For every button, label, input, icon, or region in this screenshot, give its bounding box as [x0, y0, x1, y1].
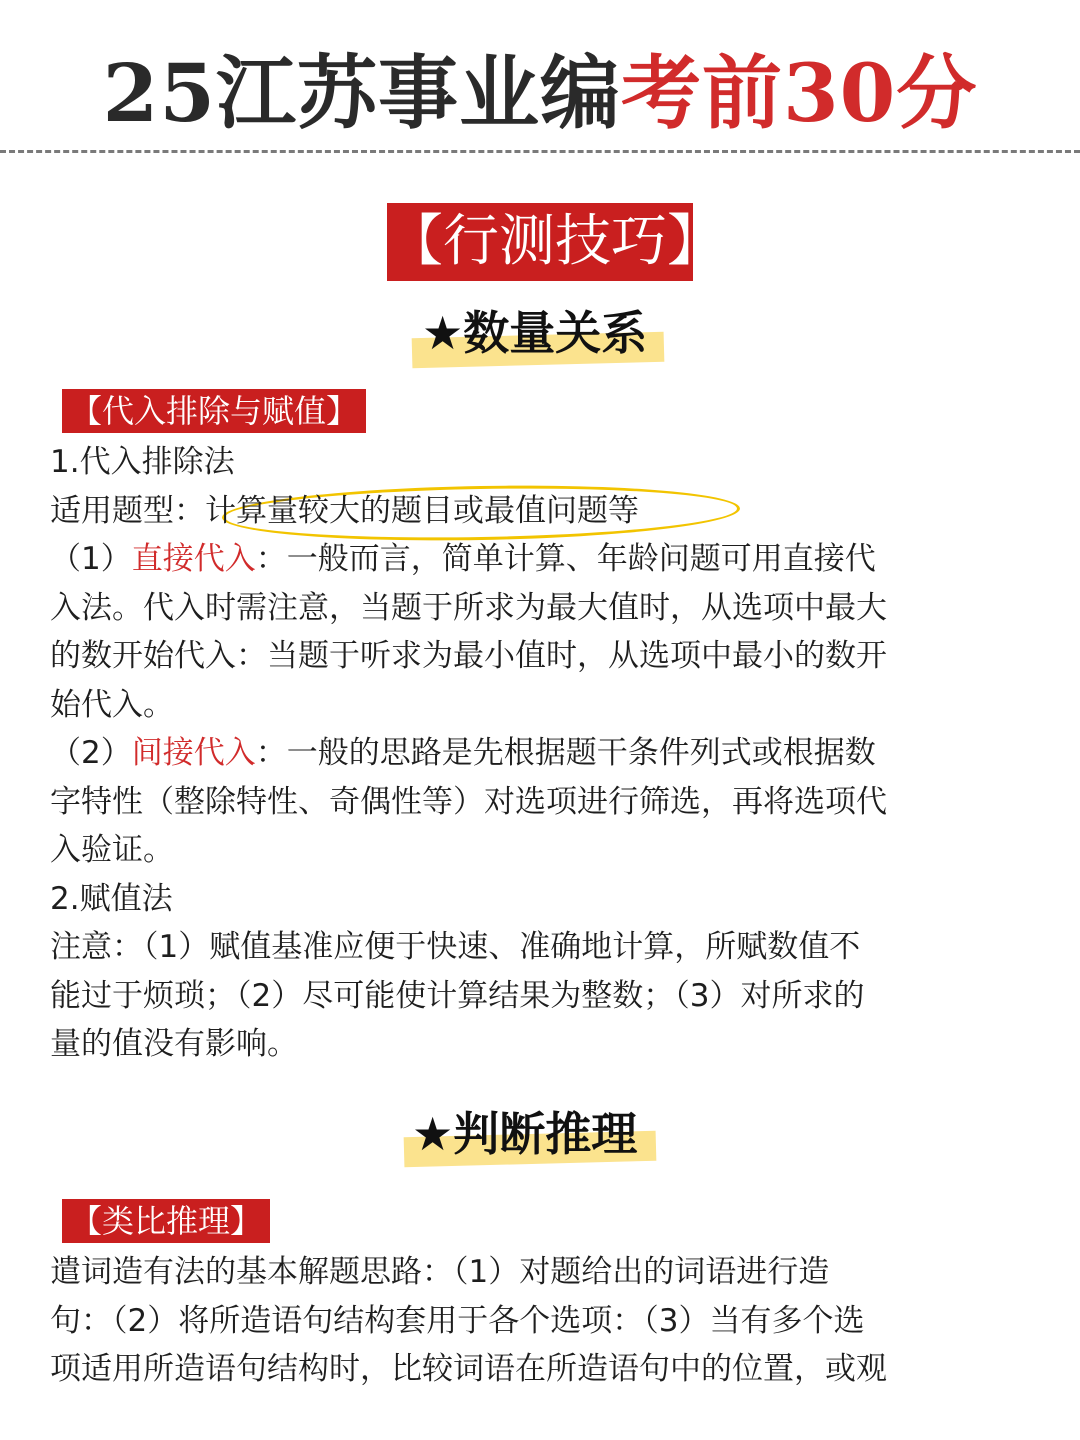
- key-term: 间接代入: [131, 735, 256, 771]
- item-number: （1）: [50, 541, 132, 577]
- paragraph-line: 项适用所造语句结构时，比较词语在所造语句中的位置，或观: [50, 1351, 887, 1387]
- title-main: 25江苏事业编: [102, 46, 621, 140]
- paragraph-line: 能过于烦琐；（2）尽可能使计算结果为整数；（3）对所求的: [50, 977, 865, 1014]
- category-banner: 【行测技巧】: [387, 203, 693, 281]
- topic-tag-substitution: 【代入排除与赋值】: [62, 389, 366, 433]
- key-term: 直接代入: [131, 541, 256, 577]
- paragraph-line: [50, 729, 1030, 778]
- paragraph-line: 入验证。: [50, 832, 174, 868]
- paragraph-line: 句：（2）将所造语句结构套用于各个选项：（3）当有多个选: [50, 1302, 865, 1339]
- paragraph-line: [50, 487, 1030, 536]
- paragraph-line: 量的值没有影响。: [50, 1026, 298, 1062]
- dashed-divider: [0, 150, 1080, 153]
- topic-tag-analogy: 【类比推理】: [62, 1199, 270, 1243]
- paragraph-line: 字特性（整除特性、奇偶性等）对选项进行筛选，再将选项代: [50, 783, 887, 820]
- section2-body: [50, 1248, 1030, 1394]
- paragraph-text: ：一般而言，简单计算、年龄问题可用直接代: [255, 541, 876, 577]
- section-heading-reasoning: ★判断推理: [412, 1107, 638, 1161]
- item-number: （2）: [50, 735, 132, 771]
- title-accent: 考前30分: [621, 46, 978, 140]
- label-text: 适用题型：: [50, 492, 205, 529]
- paragraph-text: ：一般的思路是先根据题干条件列式或根据数: [255, 735, 876, 771]
- paragraph-line: 始代入。: [50, 686, 174, 723]
- page-title: [0, 38, 1080, 148]
- item-heading: 2.赋值法: [50, 880, 173, 917]
- section-heading-quantity: ★数量关系: [422, 306, 648, 360]
- item-heading: 1.代入排除法: [50, 444, 235, 480]
- paragraph-line: 入法。代入时需注意，当题于所求为最大值时，从选项中最大: [50, 589, 887, 626]
- section1-body: [50, 438, 1030, 1069]
- paragraph-line: 遣词造有法的基本解题思路：（1）对题给出的词语进行造: [50, 1254, 830, 1290]
- paragraph-line: 注意：（1）赋值基准应便于快速、准确地计算，所赋数值不: [50, 929, 861, 965]
- paragraph-line: 的数开始代入：当题于听求为最小值时，从选项中最小的数开: [50, 638, 887, 674]
- highlighted-text: 计算量较大的题目或最值问题等: [205, 492, 639, 529]
- paragraph-line: [50, 535, 1030, 584]
